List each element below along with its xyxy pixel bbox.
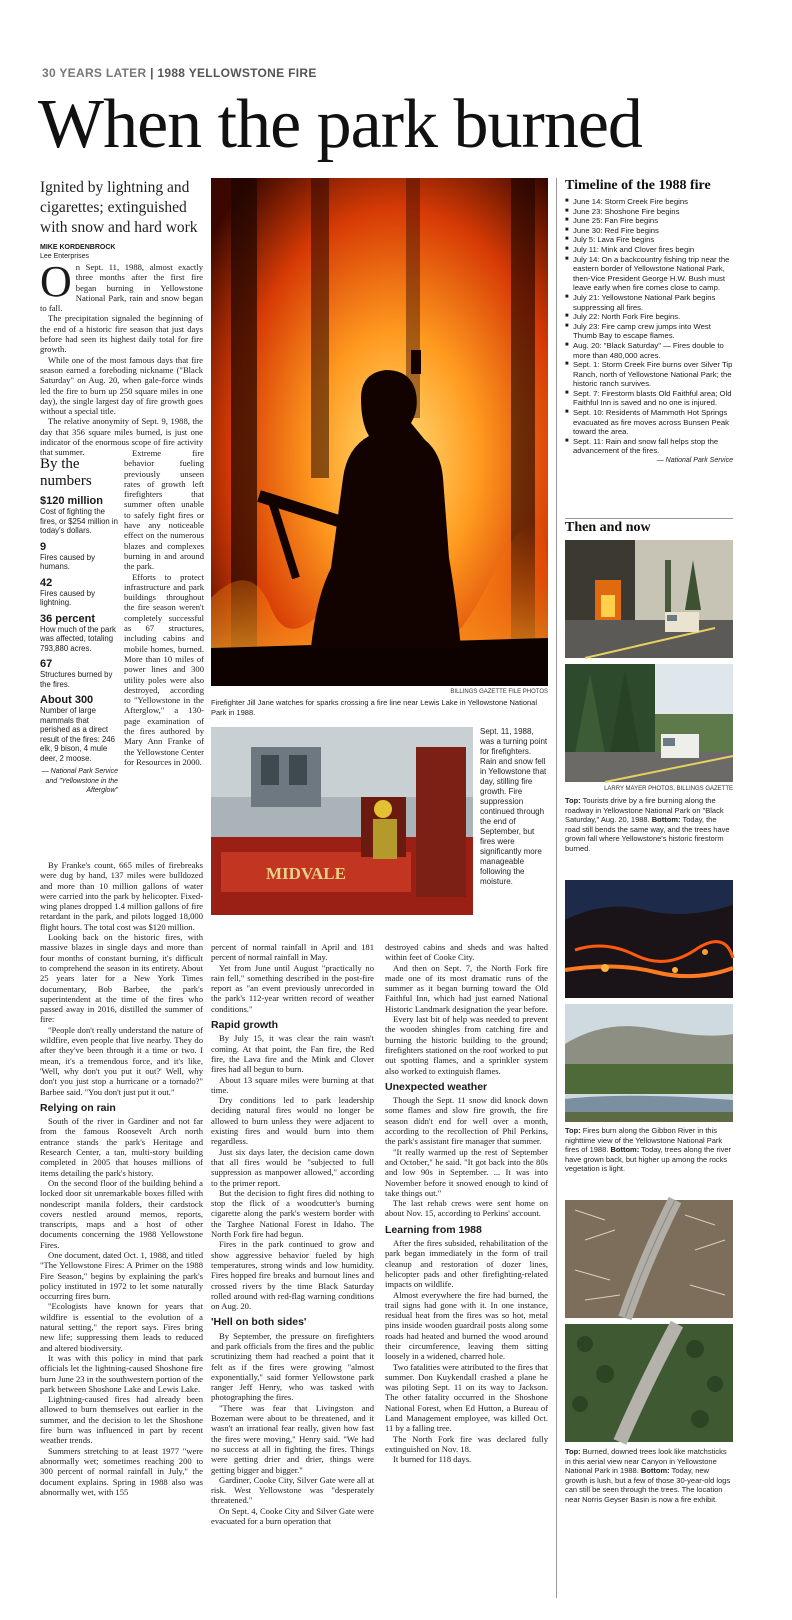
timeline-item: ■ Aug. 20: "Black Saturday" — Fires double to more than 480,000 acres. bbox=[565, 341, 733, 360]
drop-cap: O bbox=[40, 257, 72, 306]
then-now-caption-2: Top: Fires burn along the Gibbon River in this nighttime view of the Yellowstone National Park fires of 1988. Bottom: Today, trees along the river have grown back, but higher up among the rocks vegetation is light. bbox=[565, 1126, 732, 1173]
timeline-item: ■ Sept. 11: Rain and snow fall helps stop the advancement of the fires. bbox=[565, 437, 733, 456]
timeline-sidebar bbox=[565, 178, 733, 466]
then-now-rule bbox=[565, 518, 733, 519]
by-the-numbers bbox=[40, 456, 118, 796]
story-col2: percent of normal rainfall in April and 181 percent of normal rainfall in May. Yet from June until August "practically no rain fell," something described in the post-fire report as "an event previously unrecorded in the park's 112-year written record of weather conditions." Rapid growth By July 15, it was clear the rain wasn't coming. At that point, the Fan fire, the Red fire, the Lava fire and the Mink and Clover fires had all begun to burn. About 13 square miles were burning at that time. Dry conditions led to park leadership deciding natural fires would no longer be allowed to burn unless they were adjacent to existing fires and would burn into them regardless. Just six days later, the decision came down that all fires would be "subjected to full suppression as manpower allowed," according to the primer report. But the decision to fight fires did nothing to stop the flick of a woodcutter's burning cigarette along the park's western border with the Targhee National Forest in Idaho. The North Fork fire had begun. Fires in the park continued to grow and show aggressive behavior fueled by high temperatures, strong winds and low humidity. Fires hopped fire breaks and burnout lines and crossed rivers by the time Black Saturday rolled around with red-flag warning conditions on Aug. 20. 'Hell on both sides' By September, the pressure on firefighters and park officials from the fires and the public scrutinizing them had reached a point that it felt as if the fires were growing "almost exponentially," said former Yellowstone park ranger Jeff Henry, who was tasked with photographing the fires. "There was fear that Livingston and Bozeman were about to be threatened, and it wasn't an irrational fear really, given how fast the fires were moving," Henry said. "We had no success at all in fighting the fires. Things were getting drier and drier, things were getting bigger and bigger." Gardiner, Cooke City, Silver Gate were all at risk. West Yellowstone was "desperately threatened." On Sept. 4, Cooke City and Silver Gate were evacuated for a burn operation that bbox=[211, 942, 374, 1527]
timeline-item: ■ July 21: Yellowstone National Park begins suppressing all fires. bbox=[565, 293, 733, 312]
number-description: Fires caused by lightning. bbox=[40, 588, 96, 607]
timeline-item: ■ Sept. 10: Residents of Mammoth Hot Springs evacuated as fire moves across Bunsen Peak toward the area. bbox=[565, 408, 733, 437]
road-fire-1988-image bbox=[565, 540, 733, 658]
number-value: 9 bbox=[40, 540, 47, 553]
number-value: 67 bbox=[40, 658, 53, 670]
timeline-source: — National Park Service bbox=[656, 457, 733, 465]
kicker-separator: | bbox=[146, 66, 158, 80]
number-description: Structures burned by the fires. bbox=[40, 670, 113, 689]
number-value: 42 bbox=[40, 576, 53, 589]
number-description: Fires caused by humans. bbox=[40, 552, 96, 571]
main-photo bbox=[211, 178, 548, 686]
river-fire-night-image bbox=[565, 880, 733, 998]
subhead-learning-from-1988: Learning from 1988 bbox=[385, 1223, 482, 1236]
numbers-title: By the numbers bbox=[40, 456, 92, 489]
aerial-regrowth-image bbox=[565, 1324, 733, 1442]
timeline-item: ■ June 14: Storm Creek Fire begins bbox=[565, 197, 733, 207]
deck: Ignited by lightning and cigarettes; extinguished with snow and hard work bbox=[40, 179, 198, 236]
number-description: How much of the park was affected, totaling 793,880 acres. bbox=[40, 624, 116, 653]
main-photo-credit: BILLINGS GAZETTE FILE PHOTOS bbox=[450, 689, 548, 695]
subhead-relying-on-rain: Relying on rain bbox=[40, 1101, 116, 1114]
number-description: Number of large mammals that perished as a direct result of the fires: 246 elk, 9 bison, 4 mule deer, 2 moose. bbox=[40, 706, 115, 763]
timeline-title: Timeline of the 1988 fire bbox=[565, 178, 711, 193]
byline-name: MIKE KORDENBROCK bbox=[40, 244, 116, 251]
now-road-photo bbox=[565, 664, 733, 782]
timeline-item: ■ July 22: North Fork Fire begins. bbox=[565, 312, 733, 322]
number-value: 36 percent bbox=[40, 612, 96, 625]
fire-truck-image bbox=[211, 727, 473, 915]
numbers-source: — National Park Service and "Yellowstone in the Afterglow" bbox=[41, 768, 118, 794]
now-aerial-photo bbox=[565, 1324, 733, 1442]
kicker bbox=[42, 66, 317, 80]
numbers-list bbox=[40, 495, 118, 763]
story-lead: On Sept. 11, 1988, almost exactly three months after the first fire began burning in Yellowstone National Park, rain and snow began to fall. The precipitation signaled the beginning of the end of a historic fire season that just days before had seen its highest daily total for fire growth. While one of the most famous days that fire season earned a foreboding nickname ("Black Saturday" on Aug. 20, when gale-force winds led the fire to burn up 250 square miles in one day), the single largest day of fire growth goes without a special title. The relative anonymity of Sept. 9, 1988, the day that 356 square miles burned, is just one indicator of the enormous scope of fire activity that summer. bbox=[40, 257, 203, 458]
kicker-label: 30 YEARS LATER bbox=[42, 66, 147, 80]
timeline-item: ■ July 23: Fire camp crew jumps into West Thumb Bay to escape flames. bbox=[565, 322, 733, 341]
then-river-fire-photo bbox=[565, 880, 733, 998]
timeline-item: ■ June 25: Fan Fire begins bbox=[565, 216, 733, 226]
timeline-item: ■ Sept. 1: Storm Creek Fire burns over Silver Tip Ranch, north of Yellowstone National Park; the historic ranch survives. bbox=[565, 360, 733, 389]
timeline-item: ■ June 30: Red Fire begins bbox=[565, 226, 733, 236]
subhead-unexpected-weather: Unexpected weather bbox=[385, 1080, 488, 1093]
timeline-item: ■ July 11: Mink and Clover fires begin bbox=[565, 245, 733, 255]
river-today-image bbox=[565, 1004, 733, 1122]
headline: When the park burned bbox=[38, 86, 642, 163]
subhead-hell-on-both-sides: 'Hell on both sides' bbox=[211, 1316, 307, 1329]
firefighter-silhouette-image bbox=[211, 178, 548, 686]
timeline-item: ■ July 14: On a backcountry fishing trip near the eastern border of Yellowstone National Park, then-Vice President George H.W. Bush must leave early when fire comes close to camp. bbox=[565, 255, 733, 293]
story-col1: By Franke's count, 665 miles of firebreaks were dug by hand, 137 miles were bulldozed and more than 10 million gallons of water were carried into the park by helicopter. Fixed-wing planes dropped 1.4 million gallons of fire retardant in the park, and pilots logged 18,000 flight hours. The total cost was $120 million. Looking back on the historic fires, with massive blazes in single days and more than four months of constant burning, it's difficult to comprehend the season in its entirety. About 25 years later for a New York Times documentary, Bob Barbee, the park's superintendent at the time of the fires who passed away in 2016, distilled the summer of fire: "People don't really understand the nature of wildfire, even people that live nearby. They do after they've been through it a time or two. I mean, it's a tremendous force, and it's like, 'Well, why don't you put it out?' Well, why don't you just stop a hurricane or a tornado?" Barbee said. "You don't just put it out." Relying on rain South of the river in Gardiner and not far from the famous Roosevelt Arch north entrance stands the park's Heritage and Research Center, a tan, multi-story building completed in 2005 that houses millions of items detailing the park's history. On the second floor of the building behind a locked door sit unremarkable boxes filled with nondescript manila folders, their cardstock covers nestled around memos, reports, transcripts, maps and a host of other documents concerning the 1988 Yellowstone Fires. One document, dated Oct. 1, 1988, and titled "The Yellowstone Fires: A Primer on the 1988 Fire Season," begins by explaining the park's policy instituted in 1972 to let some naturally occurring fires burn. "Ecologists have known for years that wildfire is essential to the evolution of a natural setting," the report says. Fires bring new life; suppressing them leads to reduced and altered biodiversity. It was with this policy in mind that park officials let the lightning-caused Shoshone fire burn June 23 in the southwestern portion of the park between Shoshone Lake and Lewis Lake. Lightning-caused fires had already been allowed to burn themselves out earlier in the summer, and the decision to let the Shoshone fire burn was influenced in part by recent weather trends. Summers stretching to at least 1977 "were abnormally wet; sometimes reaching 200 to 300 percent of normal rainfall in July," the document explains. Spring in 1988 also was abnormally wet, with 155 bbox=[40, 860, 203, 1497]
then-now-caption-3: Top: Burned, downed trees look like matchsticks in this aerial view near Canyon in Yellowstone National Park in 1988. Bottom: Today, new growth is lush, but a few of those 30-year-old logs can still be seen through the trees. The location near Norris Geyser Basin is now a fire exhibit. bbox=[565, 1447, 731, 1504]
timeline-item: ■ July 5: Lava Fire begins bbox=[565, 235, 733, 245]
number-description: Cost of fighting the fires, or $254 million in today's dollars. bbox=[40, 507, 119, 535]
then-road-fire-photo bbox=[565, 540, 733, 658]
main-photo-caption: Firefighter Jill Jane watches for sparks crossing a fire line near Lewis Lake in Yellowstone National Park in 1988. bbox=[211, 698, 537, 717]
fire-truck-caption: Sept. 11, 1988, was a turning point for firefighters. Rain and snow fell in Yellowstone that day, stilling fire growth. Fire suppression continued through the end of September, but fires were significantly more manageable following the moisture. bbox=[480, 727, 548, 886]
then-aerial-photo bbox=[565, 1200, 733, 1318]
byline-org: Lee Enterprises bbox=[40, 253, 90, 260]
road-today-image bbox=[565, 664, 733, 782]
timeline-item: ■ June 23: Shoshone Fire begins bbox=[565, 207, 733, 217]
now-river-photo bbox=[565, 1004, 733, 1122]
story-col3: destroyed cabins and sheds and was halted within feet of Cooke City. And then on Sept. 7, the North Fork fire made one of its most dramatic runs of the summer as it began burning toward the Old Faithful Inn, which had just earned National Historic Landmark designation the year before. Every last bit of help was needed to prevent the wooden shingles from catching fire and burning the historic building to the ground; firefighters stationed on the roof worked to put out spotting flames, and a sprinkler system also worked to extinguish flames. Unexpected weather Though the Sept. 11 snow did knock down some flames and slow fire growth, the fire season didn't end for well over a month, according to the recollection of Phil Perkins, the park's assistant fire manager that summer. "It really warmed up the rest of September and October," he said. "It got back into the 80s and low 90s in September. ... It was into November before it snowed enough to kind of take things out." The last rehab crews were sent home on about Nov. 15, according to Perkins' account. Learning from 1988 After the fires subsided, rehabilitation of the park began immediately in the form of trail cleanup and restoration of dozer lines, helicopter pads and other firefighting-related impacts on wildlife. Almost everywhere the fire had burned, the trail signs had gone with it. In one instance, residual heat from the fires was so hot, metal pins inside wooden guardrail posts along some roads had heated and burned the wood around their circumference, leaving them sitting loosely in a widened, charred hole. Two fatalities were attributed to the fires that summer. Don Kuykendall crashed a plane he was piloting Sept. 11 on its way to Jackson. The other fatality occurred in the Shoshone National Forest, when Ed Hutton, a Bureau of Land Management employee, was killed Oct. 11 by a falling tree. The North Fork fire was declared fully extinguished on Nov. 18. It burned for 118 days. bbox=[385, 942, 548, 1465]
number-value: About 300 bbox=[40, 694, 94, 706]
column-rule bbox=[556, 178, 557, 1598]
aerial-burned-trees-image bbox=[565, 1200, 733, 1318]
then-now-credit: LARRY MAYER PHOTOS, BILLINGS GAZETTE bbox=[604, 786, 733, 792]
fire-truck-photo bbox=[211, 727, 473, 915]
timeline-list bbox=[565, 197, 733, 456]
timeline-item: ■ Sept. 7: Firestorm blasts Old Faithful area; Old Faithful Inn is saved and no one is injured. bbox=[565, 389, 733, 408]
number-value: $120 million bbox=[40, 495, 103, 507]
subhead-rapid-growth: Rapid growth bbox=[211, 1019, 279, 1032]
truck-sign-text: MIDVALE bbox=[266, 864, 346, 883]
then-now-title: Then and now bbox=[565, 520, 651, 535]
then-now-caption-1: Top: Tourists drive by a fire burning along the roadway in Yellowstone National Park on "Black Saturday," Aug. 20, 1988. Bottom: Today, the road still bends the same way, and the trees have grown fall where Yellowstone's historic firestorm burned. bbox=[565, 796, 730, 853]
story-narrow: Extreme fire behavior fueling previously unseen rates of growth left firefighters that summer often unable to safely fight fires or have any noticeable effect on the numerous blazes and complexes burning in and around the park. Efforts to protect infrastructure and park buildings throughout the fire season weren't completely successful as 67 structures, including cabins and mobile homes, burned. More than 10 miles of power lines and 300 utility poles were also destroyed, according to "Yellowstone in the Afterglow," a 130-page examination of the fires authored by Mary Ann Franke of the Yellowstone Center for Resources in 2000. bbox=[124, 448, 204, 767]
kicker-topic: 1988 YELLOWSTONE FIRE bbox=[157, 66, 317, 80]
